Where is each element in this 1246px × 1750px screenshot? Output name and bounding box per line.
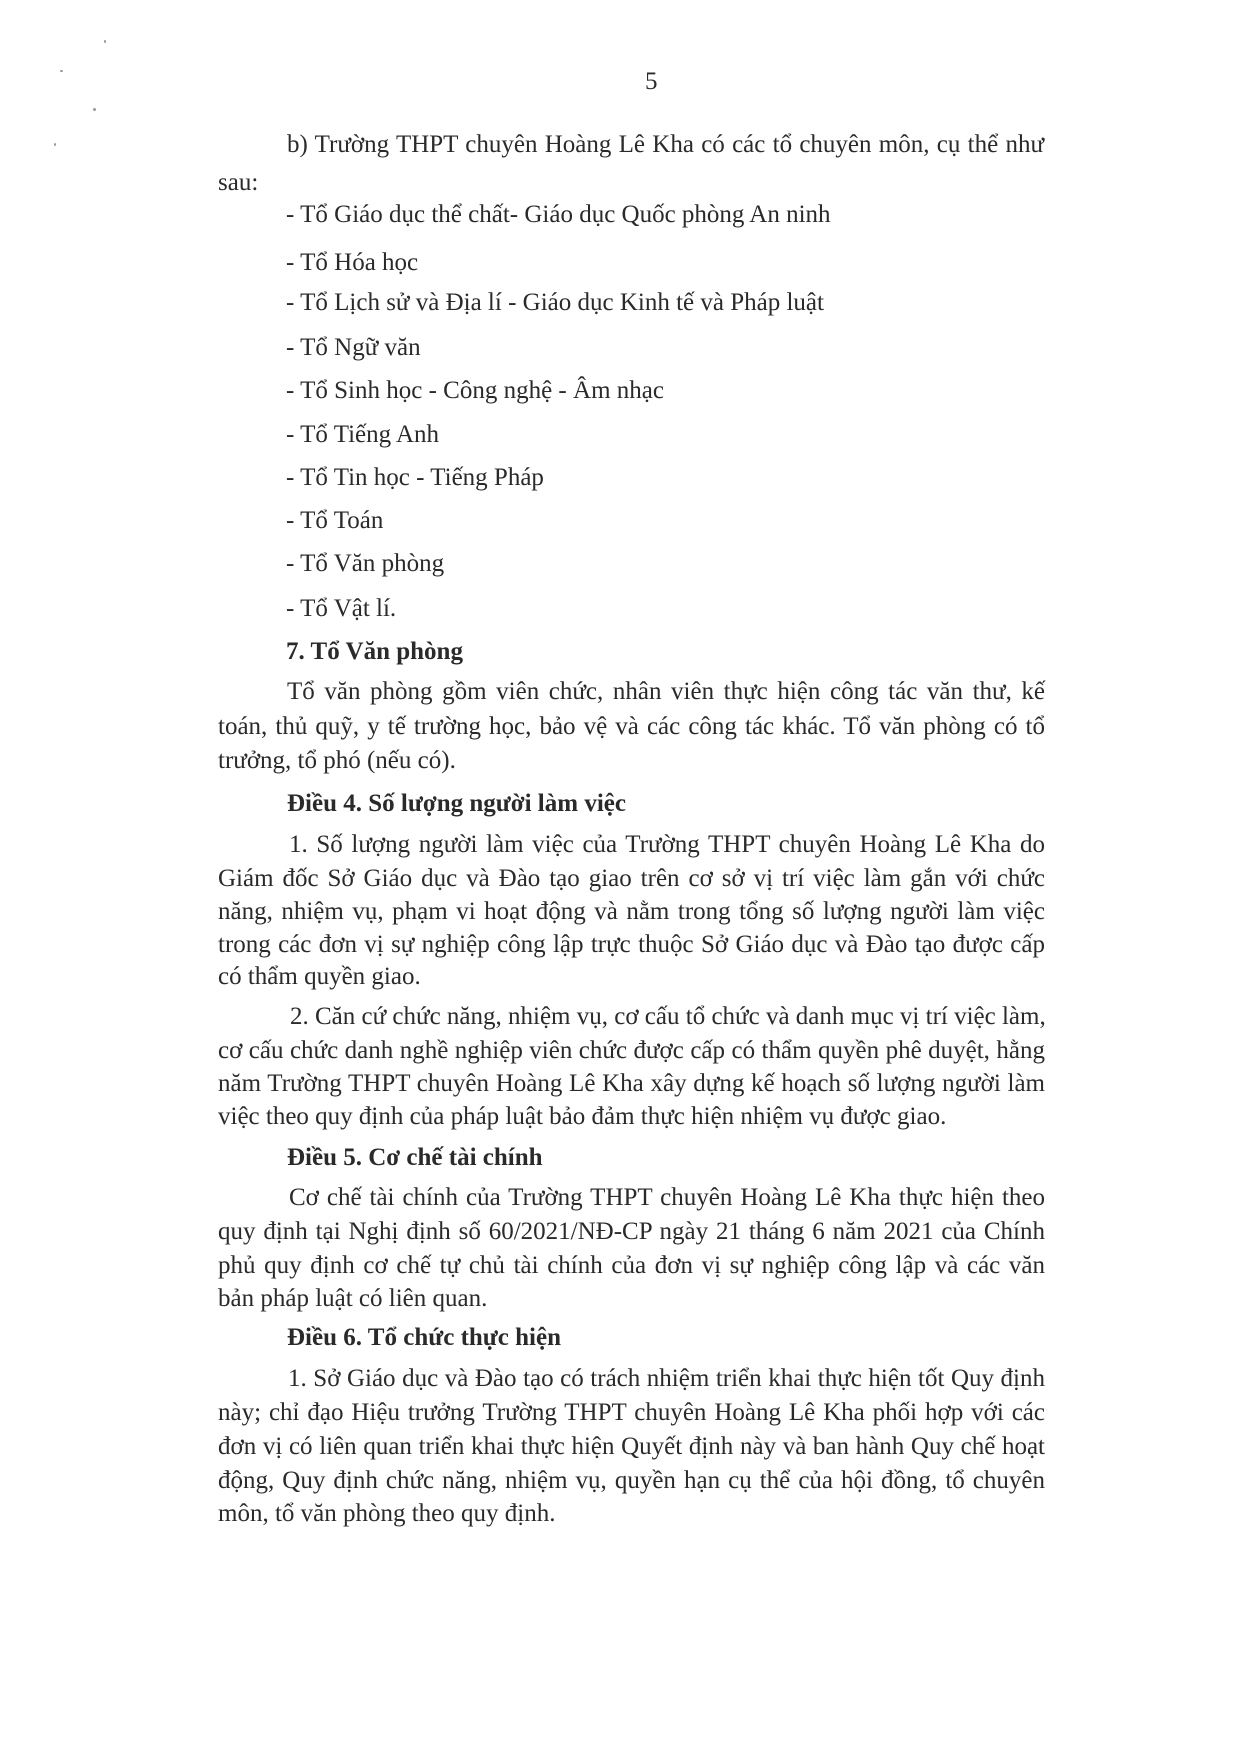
intro-line: sau: [218, 169, 259, 196]
department-item: - Tổ Giáo dục thể chất- Giáo dục Quốc phòng An ninh [286, 201, 831, 228]
article-heading: Điều 6. Tổ chức thực hiện [287, 1324, 561, 1351]
paragraph-line: bản pháp luật có liên quan. [218, 1285, 488, 1312]
department-item: - Tổ Lịch sử và Địa lí - Giáo dục Kinh tế và Pháp luật [286, 289, 824, 316]
paragraph-line: trưởng, tổ phó (nếu có). [218, 747, 456, 774]
paragraph-line: Cơ chế tài chính của Trường THPT chuyên Hoàng Lê Kha thực hiện theo [289, 1184, 1045, 1211]
paragraph-line: đơn vị có liên quan triển khai thực hiện Quyết định này và ban hành Quy chế hoạt [218, 1433, 1045, 1460]
section-heading: 7. Tổ Văn phòng [286, 638, 463, 665]
paragraph-line: năm Trường THPT chuyên Hoàng Lê Kha xây dựng kế hoạch số lượng người làm [218, 1070, 1045, 1097]
article-heading: Điều 5. Cơ chế tài chính [287, 1144, 543, 1171]
scan-speck [93, 108, 96, 111]
department-item: - Tổ Tiếng Anh [286, 421, 440, 448]
scan-speck [104, 40, 106, 43]
department-item: - Tổ Văn phòng [286, 550, 445, 577]
department-item: - Tổ Hóa học [286, 249, 419, 276]
department-item: - Tổ Vật lí. [286, 595, 397, 622]
scan-speck [54, 143, 56, 146]
article-heading: Điều 4. Số lượng người làm việc [287, 790, 626, 817]
paragraph-line: Tổ văn phòng gồm viên chức, nhân viên thực hiện công tác văn thư, kế [287, 678, 1045, 705]
paragraph-line: 1. Số lượng người làm việc của Trường THPT chuyên Hoàng Lê Kha do [289, 831, 1045, 858]
scan-speck [60, 70, 63, 72]
department-item: - Tổ Ngữ văn [286, 334, 421, 361]
department-item: - Tổ Sinh học - Công nghệ - Âm nhạc [286, 377, 664, 404]
paragraph-line: năng, nhiệm vụ, phạm vi hoạt động và nằm trong tổng số lượng người làm việc [218, 898, 1045, 925]
paragraph-line: 2. Căn cứ chức năng, nhiệm vụ, cơ cấu tổ chức và danh mục vị trí việc làm, [290, 1003, 1046, 1030]
paragraph-line: 1. Sở Giáo dục và Đào tạo có trách nhiệm triển khai thực hiện tốt Quy định [288, 1365, 1045, 1392]
paragraph-line: phủ quy định cơ chế tự chủ tài chính của đơn vị sự nghiệp công lập và các văn [218, 1252, 1045, 1279]
paragraph-line: Giám đốc Sở Giáo dục và Đào tạo giao trên cơ sở vị trí việc làm gắn với chức [218, 865, 1045, 892]
department-item: - Tổ Toán [286, 507, 384, 534]
paragraph-line: trong các đơn vị sự nghiệp công lập trực thuộc Sở Giáo dục và Đào tạo được cấp [218, 931, 1045, 958]
paragraph-line: động, Quy định chức năng, nhiệm vụ, quyền hạn cụ thể của hội đồng, tổ chuyên [218, 1467, 1045, 1494]
paragraph-line: này; chỉ đạo Hiệu trưởng Trường THPT chuyên Hoàng Lê Kha phối hợp với các [218, 1399, 1045, 1426]
paragraph-line: toán, thủ quỹ, y tế trường học, bảo vệ và các công tác khác. Tổ văn phòng có tổ [218, 713, 1045, 740]
paragraph-line: việc theo quy định của pháp luật bảo đảm thực hiện nhiệm vụ được giao. [218, 1103, 947, 1130]
paragraph-line: có thẩm quyền giao. [218, 963, 421, 990]
paragraph-line: môn, tổ văn phòng theo quy định. [218, 1500, 556, 1527]
department-item: - Tổ Tin học - Tiếng Pháp [286, 464, 544, 491]
page-number: 5 [645, 68, 658, 95]
paragraph-line: quy định tại Nghị định số 60/2021/NĐ-CP ngày 21 tháng 6 năm 2021 của Chính [218, 1218, 1045, 1245]
paragraph-line: cơ cấu chức danh nghề nghiệp viên chức được cấp có thẩm quyền phê duyệt, hằng [218, 1037, 1045, 1064]
intro-line: b) Trường THPT chuyên Hoàng Lê Kha có các tổ chuyên môn, cụ thể như [287, 131, 1044, 158]
